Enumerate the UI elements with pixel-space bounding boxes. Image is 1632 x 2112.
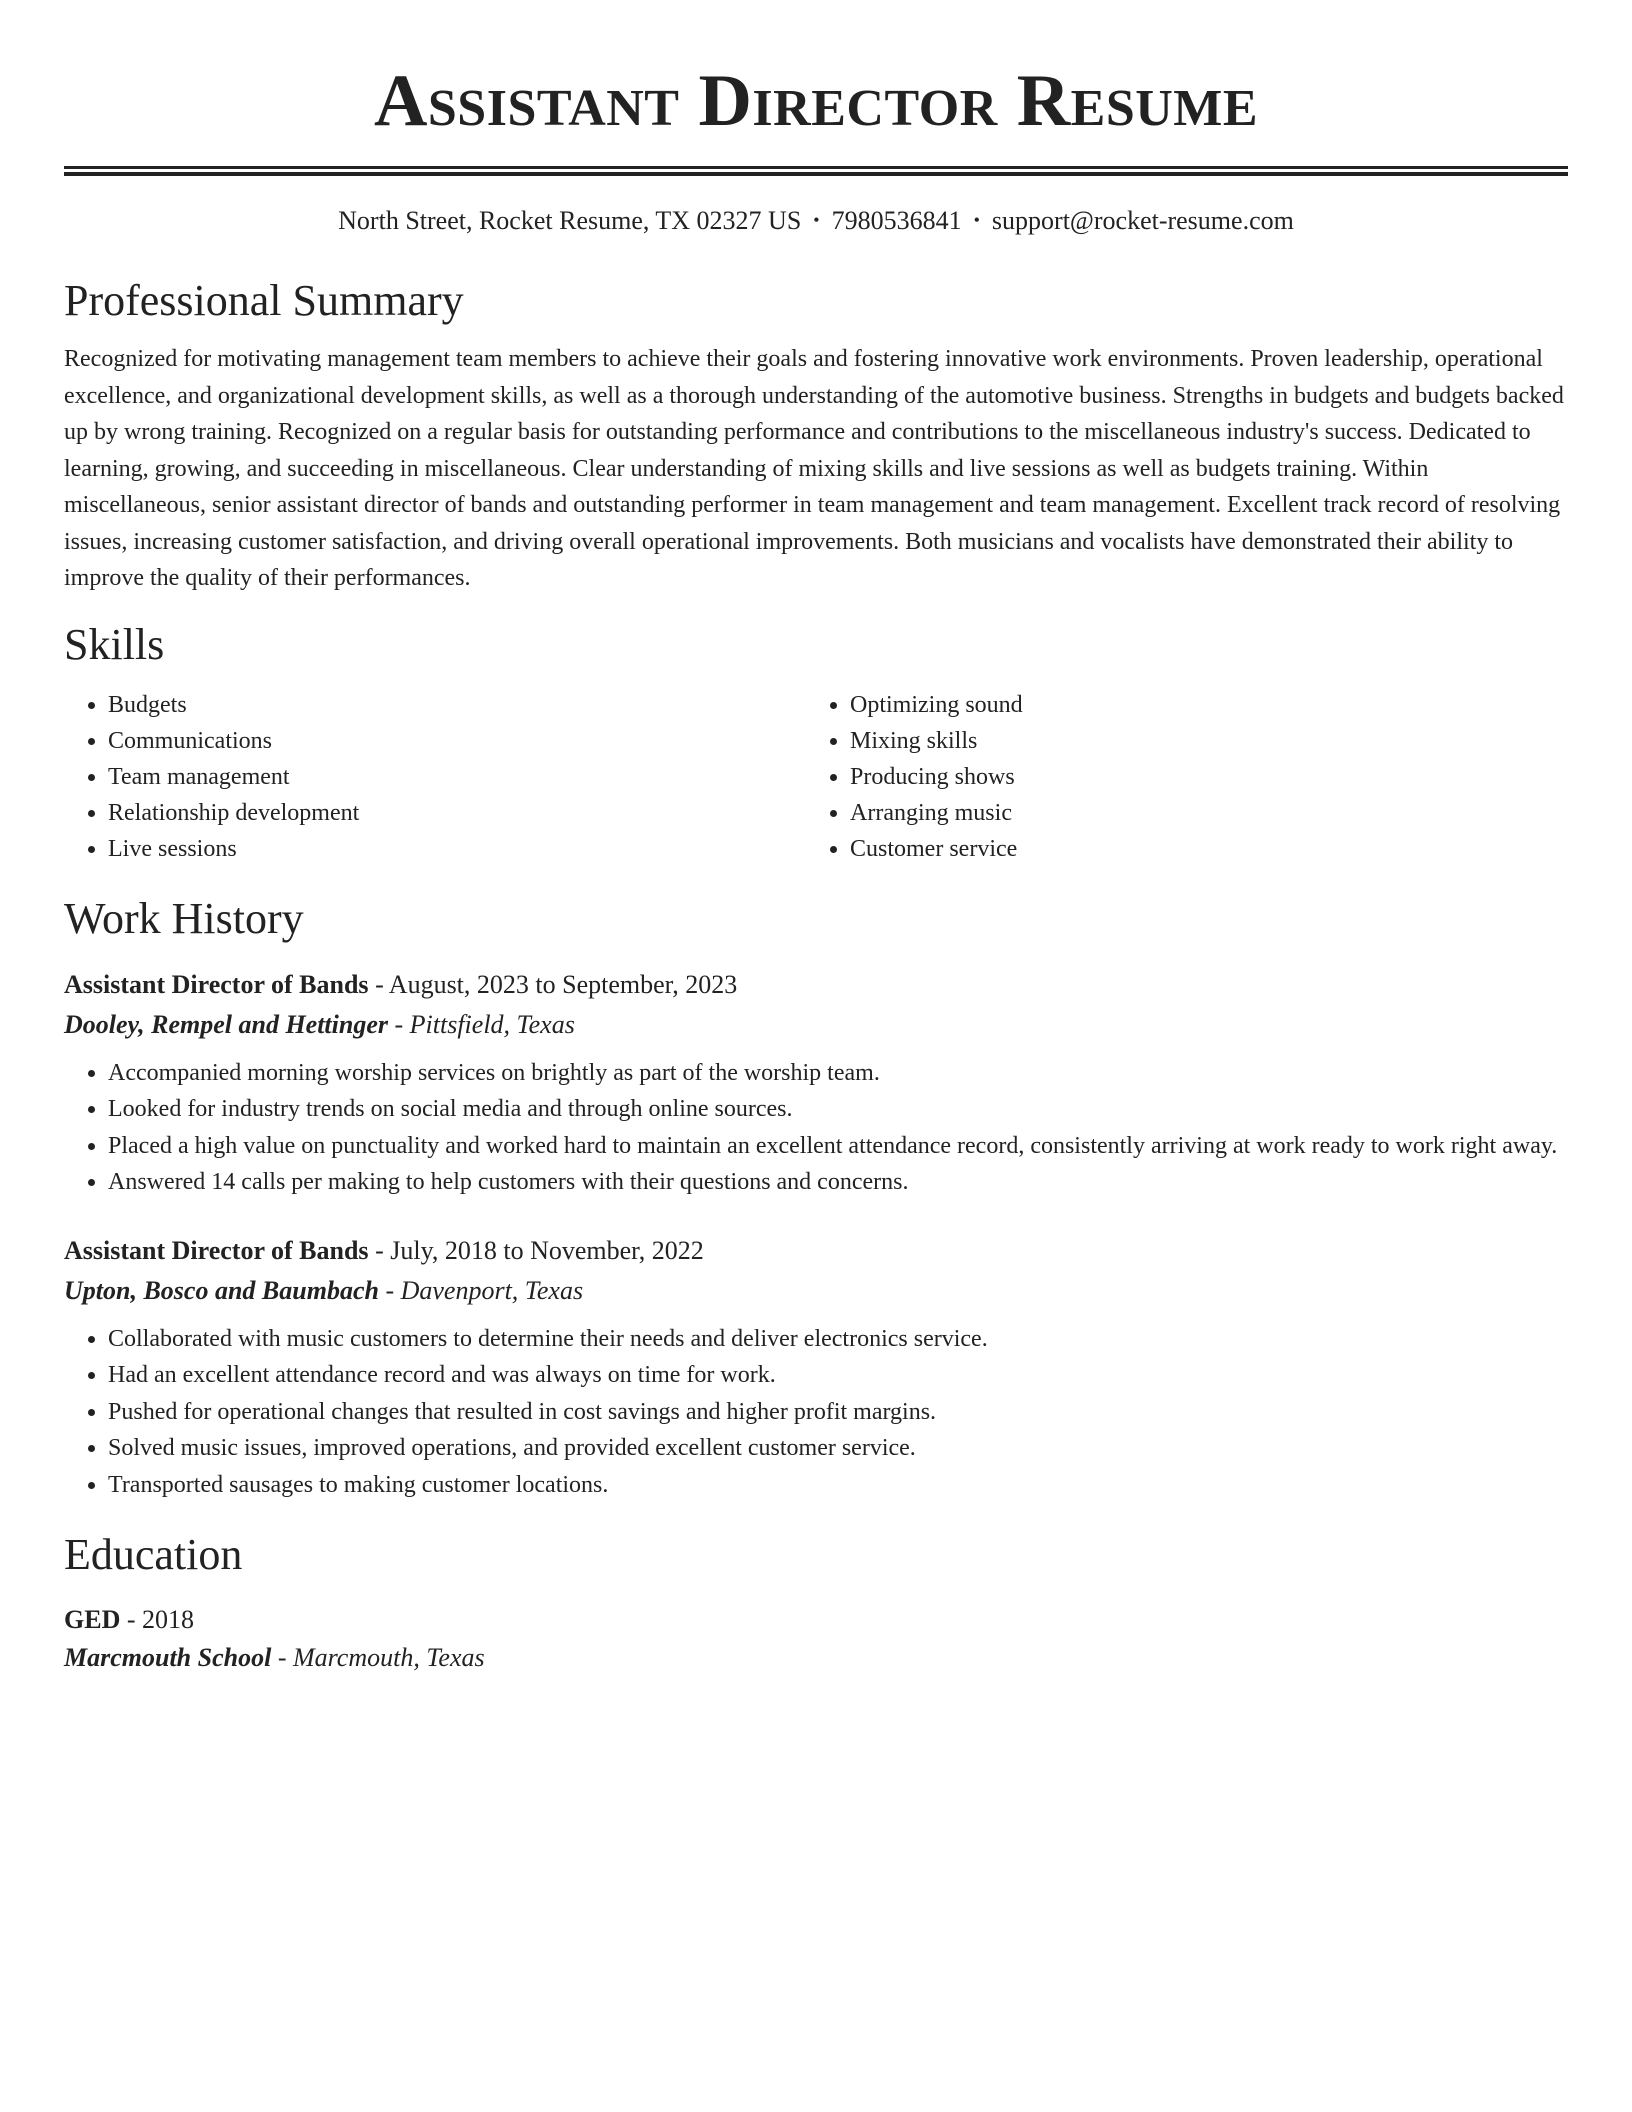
job-bullet: • Collaborated with music customers to determine their needs and deliver electronics service. xyxy=(108,1321,1568,1358)
page-title: Assistant Director Resume xyxy=(373,60,1259,142)
skills-column-left xyxy=(64,687,806,867)
school-line xyxy=(64,1639,1568,1677)
work-history-heading: Work History xyxy=(64,893,304,943)
skill-item: • Budgets xyxy=(108,687,806,723)
skills-heading: Skills xyxy=(64,619,165,669)
skill-item: • Team management xyxy=(108,759,806,795)
summary-heading: Professional Summary xyxy=(64,276,464,325)
job-dates: - July, 2018 to November, 2022 xyxy=(368,1235,704,1265)
title-divider xyxy=(64,166,1568,176)
contact-separator: • xyxy=(973,210,980,230)
contact-phone: 7980536841 xyxy=(831,206,962,235)
contact-address: North Street, Rocket Resume, TX 02327 US xyxy=(338,206,802,235)
company-name: Dooley, Rempel and Hettinger xyxy=(64,1009,388,1039)
education-entry xyxy=(64,1601,1568,1677)
job-bullets xyxy=(64,1055,1568,1201)
skill-item: • Relationship development xyxy=(108,795,806,831)
job-bullet: • Transported sausages to making customer locations. xyxy=(108,1467,1568,1504)
company-line xyxy=(64,1005,1568,1045)
job-bullets xyxy=(64,1321,1568,1504)
degree-name: GED xyxy=(64,1605,121,1634)
job-bullet: • Had an excellent attendance record and was always on time for work. xyxy=(108,1357,1568,1394)
school-location: - Marcmouth, Texas xyxy=(271,1643,485,1672)
job-title-line xyxy=(64,1231,1568,1271)
skills-column-right xyxy=(806,687,1566,867)
company-line xyxy=(64,1271,1568,1311)
contact-separator: • xyxy=(813,210,820,230)
job-title-line xyxy=(64,965,1568,1005)
education-heading: Education xyxy=(64,1530,243,1579)
job-bullet: • Answered 14 calls per making to help customers with their questions and concerns. xyxy=(108,1164,1568,1201)
skills-list xyxy=(64,687,1568,867)
skill-item: • Producing shows xyxy=(850,759,1566,795)
job-entry xyxy=(64,1231,1568,1504)
skill-item: • Communications xyxy=(108,723,806,759)
job-entry xyxy=(64,965,1568,1201)
skill-item: • Optimizing sound xyxy=(850,687,1566,723)
contact-email: support@rocket-resume.com xyxy=(991,206,1294,235)
contact-line xyxy=(64,203,1568,238)
degree-year: - 2018 xyxy=(120,1605,195,1634)
job-dates: - August, 2023 to September, 2023 xyxy=(368,969,738,999)
job-title: Assistant Director of Bands xyxy=(64,1235,369,1265)
degree-line xyxy=(64,1601,1568,1639)
job-bullet: • Accompanied morning worship services on brightly as part of the worship team. xyxy=(108,1055,1568,1092)
school-name: Marcmouth School xyxy=(64,1643,272,1672)
skill-item: • Arranging music xyxy=(850,795,1566,831)
skill-item: • Mixing skills xyxy=(850,723,1566,759)
skill-item: • Customer service xyxy=(850,831,1566,867)
job-bullet: • Placed a high value on punctuality and worked hard to maintain an excellent attendance record, consistently arriving at work ready to work right away. xyxy=(108,1128,1568,1165)
company-location: - Davenport, Texas xyxy=(378,1275,584,1305)
skill-item: • Live sessions xyxy=(108,831,806,867)
summary-text: Recognized for motivating management team members to achieve their goals and fostering innovative work environments. Proven leadership, operational excellence, and organizational development skills, as well as a thorough understanding of the automotive business. Strengths in budgets and budgets backed up by wrong training. Recognized on a regular basis for outstanding performance and contributions to the miscellaneous industry's success. Dedicated to learning, growing, and succeeding in miscellaneous. Clear understanding of mixing skills and live sessions as well as budgets training. Within miscellaneous, senior assistant director of bands and outstanding performer in team management and team management. Excellent track record of resolving issues, increasing customer satisfaction, and driving overall operational improvements. Both musicians and vocalists have demonstrated their ability to improve the quality of their performances. xyxy=(64,346,1564,591)
job-bullet: • Looked for industry trends on social media and through online sources. xyxy=(108,1091,1568,1128)
company-name: Upton, Bosco and Baumbach xyxy=(64,1275,379,1305)
job-title: Assistant Director of Bands xyxy=(64,969,369,999)
company-location: - Pittsfield, Texas xyxy=(388,1009,575,1039)
job-bullet: • Pushed for operational changes that resulted in cost savings and higher profit margins. xyxy=(108,1394,1568,1431)
job-bullet: • Solved music issues, improved operations, and provided excellent customer service. xyxy=(108,1430,1568,1467)
